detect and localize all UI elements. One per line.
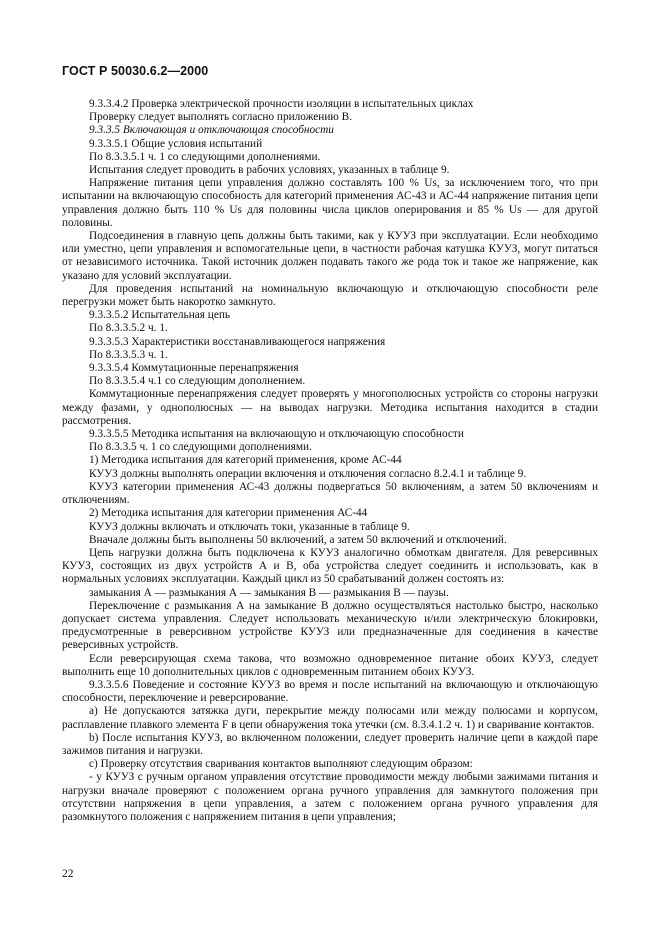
section-heading-italic: 9.3.3.5 Включающая и отключающая способности bbox=[89, 124, 334, 137]
section-heading bbox=[62, 124, 598, 137]
list-item: c) Проверку отсутствия сваривания контактов выполняют следующим образом: bbox=[89, 758, 473, 771]
document-header: ГОСТ Р 50030.6.2—2000 bbox=[62, 64, 209, 78]
paragraph: КУУЗ должны включать и отключать токи, указанные в таблице 9. bbox=[89, 520, 410, 533]
section-heading: 9.3.3.4.2 Проверка электрической прочности изоляции в испытательных циклах bbox=[89, 98, 474, 110]
list-item: 1) Методика испытания для категорий применения, кроме АС-44 bbox=[89, 454, 402, 467]
paragraph: Цепь нагрузки должна быть подключена к КУУЗ аналогично обмоткам двигателя. Для реверсивных КУУЗ, состоящих из двух устройств А и В, оба устройства следует соединить и использовать, как в нормальных условиях эксплуатации. Каждый цикл из 50 срабатываний должен состоять из: bbox=[62, 546, 598, 586]
document-body bbox=[62, 98, 598, 824]
paragraph: Если реверсирующая схема такова, что возможно одновременное питание обоих КУУЗ, следует выполнить еще 10 дополнительных циклов с одновременным питанием обоих КУУЗ. bbox=[62, 652, 598, 678]
paragraph: Переключение с размыкания А на замыкание В должно осуществляться настолько быстро, насколько допускает система управления. Следует использовать механическую и/или электрическую блокировки, предусмотренные в реверсивном устройстве КУУЗ или предназначенные для соединения в качестве реверсивных устройств. bbox=[62, 599, 598, 652]
paragraph: По 8.3.3.5.3 ч. 1. bbox=[89, 348, 168, 361]
paragraph: Подсоединения в главную цепь должны быть такими, как у КУУЗ при эксплуатации. Если необходимо или уместно, цепи управления и вспомогательные цепи, в частности рабочая катушка КУУЗ, могут питаться от независимого источника. Такой источник должен подавать такого же рода ток и такое же напряжение, как указано для условий эксплуатации. bbox=[62, 230, 598, 282]
section-heading: 9.3.3.5.4 Коммутационные перенапряжения bbox=[89, 362, 299, 375]
section-heading: 9.3.3.5.1 Общие условия испытаний bbox=[89, 137, 263, 150]
paragraph: замыкания А — размыкания А — замыкания В — размыкания В — паузы. bbox=[89, 586, 449, 599]
section-heading: 9.3.3.5.3 Характеристики восстанавливающегося напряжения bbox=[89, 335, 386, 348]
paragraph: Напряжение питания цепи управления должно составлять 100 % Us, за исключением того, что при испытании на включающую способность для категорий применения АС-43 и АС-44 напряжение питания цепи управления должно быть 110 % Us для половины числа циклов оперирования и 85 % Us — для другой половины. bbox=[62, 177, 598, 229]
paragraph: По 8.3.3.5.1 ч. 1 со следующими дополнениями. bbox=[89, 150, 321, 163]
list-item: a) Не допускаются затяжка дуги, перекрытие между полюсами или между полюсами и корпусом, расплавление плавкого элемента F в цепи обнаружения тока утечки (см. 8.3.4.1.2 ч. 1) и сваривание контактов. bbox=[62, 705, 598, 731]
section-heading: 9.3.3.5.6 Поведение и состояние КУУЗ во время и после испытаний на включающую и отключающую способности, переключение и реверсирование. bbox=[62, 678, 598, 705]
section-heading: 9.3.3.5.2 Испытательная цепь bbox=[89, 309, 231, 322]
list-item: - у КУУЗ с ручным органом управления отсутствие проводимости между любыми зажимами питания и нагрузки вначале проверяют с положением органа ручного управления для замкнутого положения при отсутствии напряжения в цепи управления, а затем с положением органа ручного управления для разомкнутого положения с напряжением питания в цепи управления; bbox=[62, 771, 598, 823]
paragraph: Коммутационные перенапряжения следует проверять у многополюсных устройств со стороны нагрузки между фазами, у однополюсных — на выводах нагрузки. Методика испытания находится в стадии рассмотрения. bbox=[62, 388, 598, 427]
paragraph: Испытания следует проводить в рабочих условиях, указанных в таблице 9. bbox=[89, 164, 450, 177]
paragraph: По 8.3.3.5.4 ч.1 со следующим дополнением. bbox=[89, 375, 306, 388]
paragraph: КУУЗ категории применения АС-43 должны подвергаться 50 включениям, а затем 50 включениям и отключениям. bbox=[62, 480, 598, 507]
list-item: 2) Методика испытания для категории применения АС-44 bbox=[89, 507, 368, 520]
paragraph: Проверку следует выполнять согласно приложению В. bbox=[89, 111, 353, 124]
paragraph: По 8.3.3.5 ч. 1 со следующими дополнениями. bbox=[89, 441, 312, 454]
page-number: 22 bbox=[62, 868, 74, 880]
list-item: b) После испытания КУУЗ, во включенном положении, следует проверить наличие цепи в каждой паре зажимов питания и нагрузки. bbox=[62, 731, 598, 757]
paragraph: Вначале должны быть выполнены 50 включений, а затем 50 включений и отключений. bbox=[89, 533, 507, 546]
paragraph: Для проведения испытаний на номинальную включающую и отключающую способности реле перегрузки может быть накоротко замкнуто. bbox=[62, 282, 598, 309]
paragraph: КУУЗ должны выполнять операции включения и отключения согласно 8.2.4.1 и таблице 9. bbox=[89, 467, 527, 480]
paragraph: По 8.3.3.5.2 ч. 1. bbox=[89, 322, 168, 335]
section-heading: 9.3.3.5.5 Методика испытания на включающую и отключающую способности bbox=[89, 428, 464, 441]
